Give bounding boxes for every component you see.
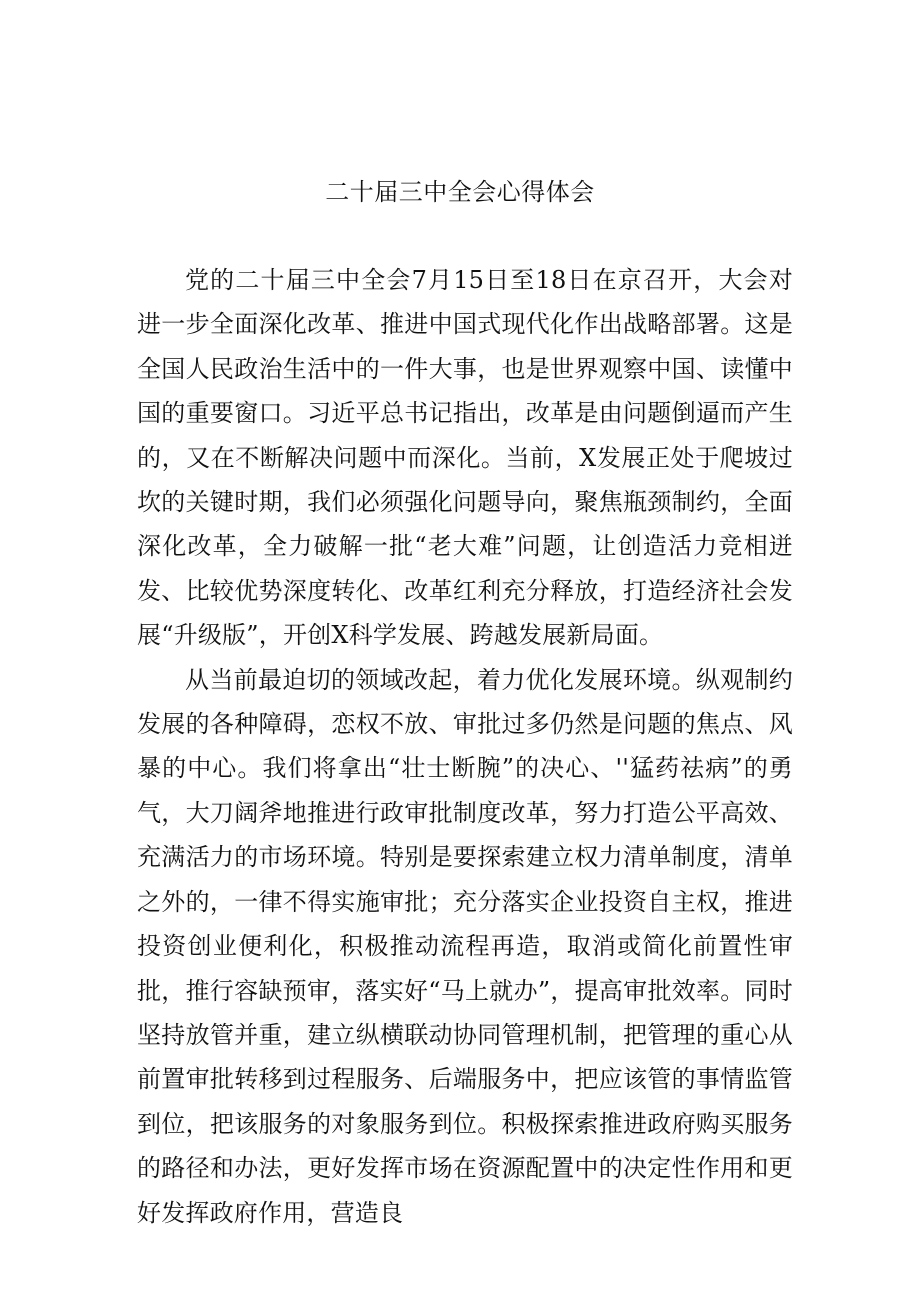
- document-body: [137, 258, 793, 1235]
- paragraph-1: 党的二十届三中全会7月15日至18日在京召开，大会对进一步全面深化改革、推进中国式现代化作出战略部署。这是全国人民政治生活中的一件大事，也是世界观察中国、读懂中国的重要窗口。习近平总书记指出，改革是由问题倒逼而产生的，又在不断解决问题中而深化。当前，X发展正处于爬坡过坎的关键时期，我们必须强化问题导向，聚焦瓶颈制约，全面深化改革，全力破解一批“老大难”问题，让创造活力竞相迸发、比较优势深度转化、改革红利充分释放，打造经济社会发展“升级版”，开创X科学发展、跨越发展新局面。: [137, 266, 793, 650]
- paragraph-2: 从当前最迫切的领域改起，着力优化发展环境。纵观制约发展的各种障碍，恋权不放、审批过多仍然是问题的焦点、风暴的中心。我们将拿出“壮士断腕”的决心、''猛药祛病”的勇气，大刀阔斧地推进行政审批制度改革，努力打造公平高效、充满活力的市场环境。特别是要探索建立权力清单制度，清单之外的，一律不得实施审批；充分落实企业投资自主权，推进投资创业便利化，积极推动流程再造，取消或简化前置性审批，推行容缺预审，落实好“马上就办”，提高审批效率。同时坚持放管并重，建立纵横联动协同管理机制，把管理的重心从前置审批转移到过程服务、后端服务中，把应该管的事情监管到位，把该服务的对象服务到位。积极探索推进政府购买服务的路径和办法，更好发挥市场在资源配置中的决定性作用和更好发挥政府作用，营造良: [137, 665, 793, 1227]
- page-title: 二十届三中全会心得体会: [325, 178, 595, 206]
